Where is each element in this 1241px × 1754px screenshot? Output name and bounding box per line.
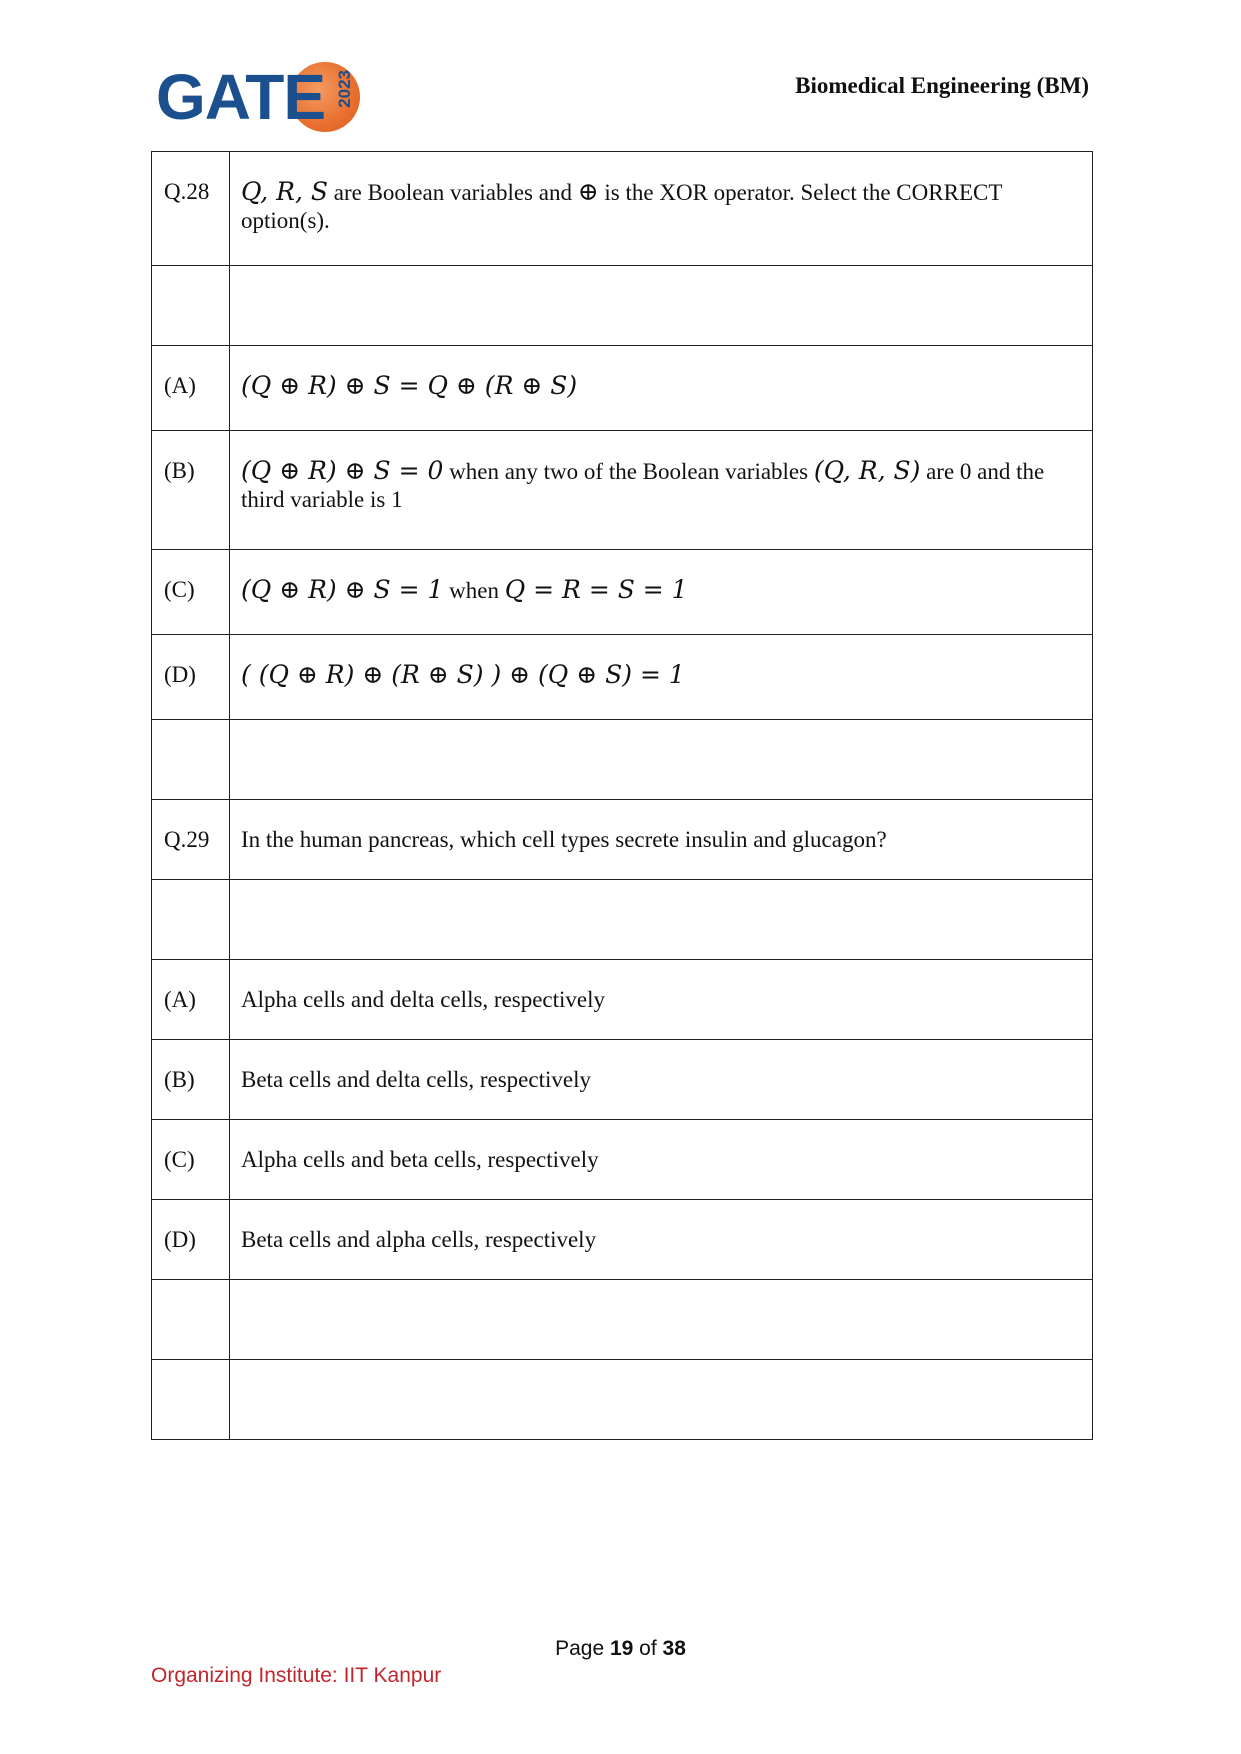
option-c — [230, 550, 1093, 635]
option-expr: (Q ⊕ R) ⊕ S = Q ⊕ (R ⊕ S) — [241, 371, 578, 400]
option-vars: (Q, R, S) — [813, 456, 921, 485]
option-label: (B) — [152, 1040, 230, 1120]
organizer-text: Organizing Institute: IIT Kanpur — [151, 1664, 442, 1687]
option-cond: Q = R = S = 1 — [504, 575, 688, 604]
question-stem: In the human pancreas, which cell types secrete insulin and glucagon? — [230, 800, 1093, 880]
option-b — [230, 431, 1093, 550]
option-expr: (Q ⊕ R) ⊕ S = 1 — [241, 575, 444, 604]
question-stem — [230, 152, 1093, 266]
page-number: Page 19 of 38 — [555, 1637, 686, 1660]
question-number: Q.29 — [152, 800, 230, 880]
table-row — [152, 880, 1093, 960]
option-text: and the third variable is — [241, 459, 1045, 512]
stem-text: is the XOR operator. Select the CORRECT option(s). — [241, 180, 1002, 233]
table-row — [152, 1040, 1093, 1120]
option-label: (B) — [152, 431, 230, 550]
question-table — [151, 151, 1093, 1440]
option-zero: 0 — [959, 459, 972, 484]
option-c: Alpha cells and beta cells, respectively — [230, 1120, 1093, 1200]
gate-logo — [150, 58, 360, 142]
option-text: when any two of the Boolean variables — [443, 459, 814, 484]
option-label: (A) — [152, 960, 230, 1040]
question-number: Q.28 — [152, 152, 230, 266]
option-one: 1 — [391, 487, 403, 512]
table-row — [152, 635, 1093, 720]
option-expr: (Q ⊕ R) ⊕ S = 0 — [241, 456, 444, 485]
option-b: Beta cells and delta cells, respectively — [230, 1040, 1093, 1120]
option-expr: ( (Q ⊕ R) ⊕ (R ⊕ S) ) ⊕ (Q ⊕ S) = 1 — [241, 660, 685, 689]
option-text: are — [920, 459, 960, 484]
table-row — [152, 431, 1093, 550]
option-label: (A) — [152, 346, 230, 431]
table-row — [152, 1200, 1093, 1280]
option-label: (D) — [152, 635, 230, 720]
table-row — [152, 346, 1093, 431]
stem-text: are Boolean variables and — [328, 180, 578, 205]
option-label: (C) — [152, 1120, 230, 1200]
table-row — [152, 800, 1093, 880]
option-d: Beta cells and alpha cells, respectively — [230, 1200, 1093, 1280]
table-row — [152, 550, 1093, 635]
table-row — [152, 266, 1093, 346]
table-row — [152, 1280, 1093, 1360]
subject-title: Biomedical Engineering (BM) — [795, 73, 1089, 98]
option-a — [230, 346, 1093, 431]
logo-text: GATE — [156, 61, 326, 133]
option-a: Alpha cells and delta cells, respectively — [230, 960, 1093, 1040]
stem-vars: Q, R, S — [241, 177, 328, 206]
logo-year: 2023 — [335, 70, 354, 108]
option-label: (C) — [152, 550, 230, 635]
table-row — [152, 1120, 1093, 1200]
table-row — [152, 960, 1093, 1040]
option-label: (D) — [152, 1200, 230, 1280]
table-row — [152, 152, 1093, 266]
xor-symbol: ⊕ — [577, 177, 599, 206]
option-text: when — [443, 578, 505, 603]
table-row — [152, 720, 1093, 800]
table-row — [152, 1360, 1093, 1440]
option-d — [230, 635, 1093, 720]
